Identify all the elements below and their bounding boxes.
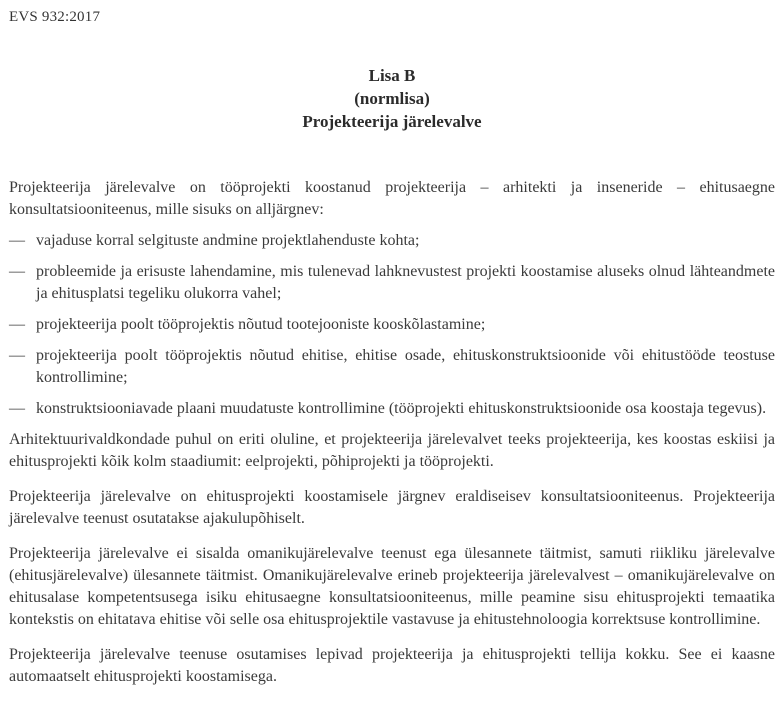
list-item-text: vajaduse korral selgituste andmine projektlahenduste kohta;: [36, 232, 420, 249]
list-item: [9, 314, 775, 336]
annex-type: (normlisa): [354, 89, 430, 108]
body-paragraph: Projekteerija järelevalve ei sisalda omanikujärelevalve teenust ega ülesannete täitmist, samuti riikliku järelevalve (ehitusjärelevalve) ülesannete täitmist. Omanikujärelevalve erineb projekteerija järelevalvest – omanikujärelevalve on ehitusalase kompetentsusega isiku ehitusaegne konsultatsiooniteenus, mille peamine sisu ehitusprojekti temaatika kontekstis on ehitatava ehitise või selle osa ehitusprojektile vastavuse ja ehitustehnoloogia korrektsuse kontrollimine.: [9, 545, 775, 628]
dash-bullet: —: [9, 400, 25, 417]
list-item-text: projekteerija poolt tööprojektis nõutud tootejooniste kooskõlastamine;: [36, 316, 486, 333]
dash-bullet: —: [9, 316, 25, 333]
list-item-text: probleemide ja erisuste lahendamine, mis tulenevad lahknevustest projekti koostamise aluseks olnud lähteandmete ja ehitusplatsi tegeliku olukorra vahel;: [36, 263, 775, 302]
list-item: [9, 398, 775, 420]
body-paragraph: Projekteerija järelevalve teenuse osutamises lepivad projekteerija ja ehitusprojekti tellija kokku. See ei kaasne automaatselt ehitusprojekti koostamisega.: [9, 646, 775, 685]
annex-subject: Projekteerija järelevalve: [302, 112, 482, 131]
intro-paragraph: Projekteerija järelevalve on tööprojekti koostanud projekteerija – arhitekti ja inseneride – ehitusaegne konsultatsiooniteenus, mille sisuks on alljärgnev:: [9, 179, 775, 218]
list-item: [9, 230, 775, 252]
document-reference: EVS 932:2017: [9, 9, 101, 25]
dash-bullet: —: [9, 347, 25, 364]
list-item-text: konstruktsiooniavade plaani muudatuste kontrollimine (tööprojekti ehituskonstruktsioonide osa koostaja tegevus).: [36, 400, 767, 417]
title-block: [9, 64, 775, 133]
annex-title: Lisa B: [368, 66, 416, 85]
bullet-list: [9, 230, 775, 420]
list-item-text: projekteerija poolt tööprojektis nõutud ehitise, ehitise osade, ehituskonstruktsioonide või ehitustööde teostuse kontrollimine;: [36, 347, 775, 386]
body-paragraph: Arhitektuurivaldkondade puhul on eriti oluline, et projekteerija järelevalvet teeks projekteerija, kes koostas eskiisi ja ehitusprojekti kõik kolm staadiumit: eelprojekti, põhiprojekti ja tööprojekti.: [9, 431, 775, 470]
list-item: [9, 345, 775, 389]
dash-bullet: —: [9, 232, 25, 249]
body-paragraph: Projekteerija järelevalve on ehitusprojekti koostamisele järgnev eraldiseisev konsultatsiooniteenus. Projekteerija järelevalve teenust osutatakse ajakulupõhiselt.: [9, 488, 775, 527]
dash-bullet: —: [9, 263, 25, 280]
list-item: [9, 261, 775, 305]
